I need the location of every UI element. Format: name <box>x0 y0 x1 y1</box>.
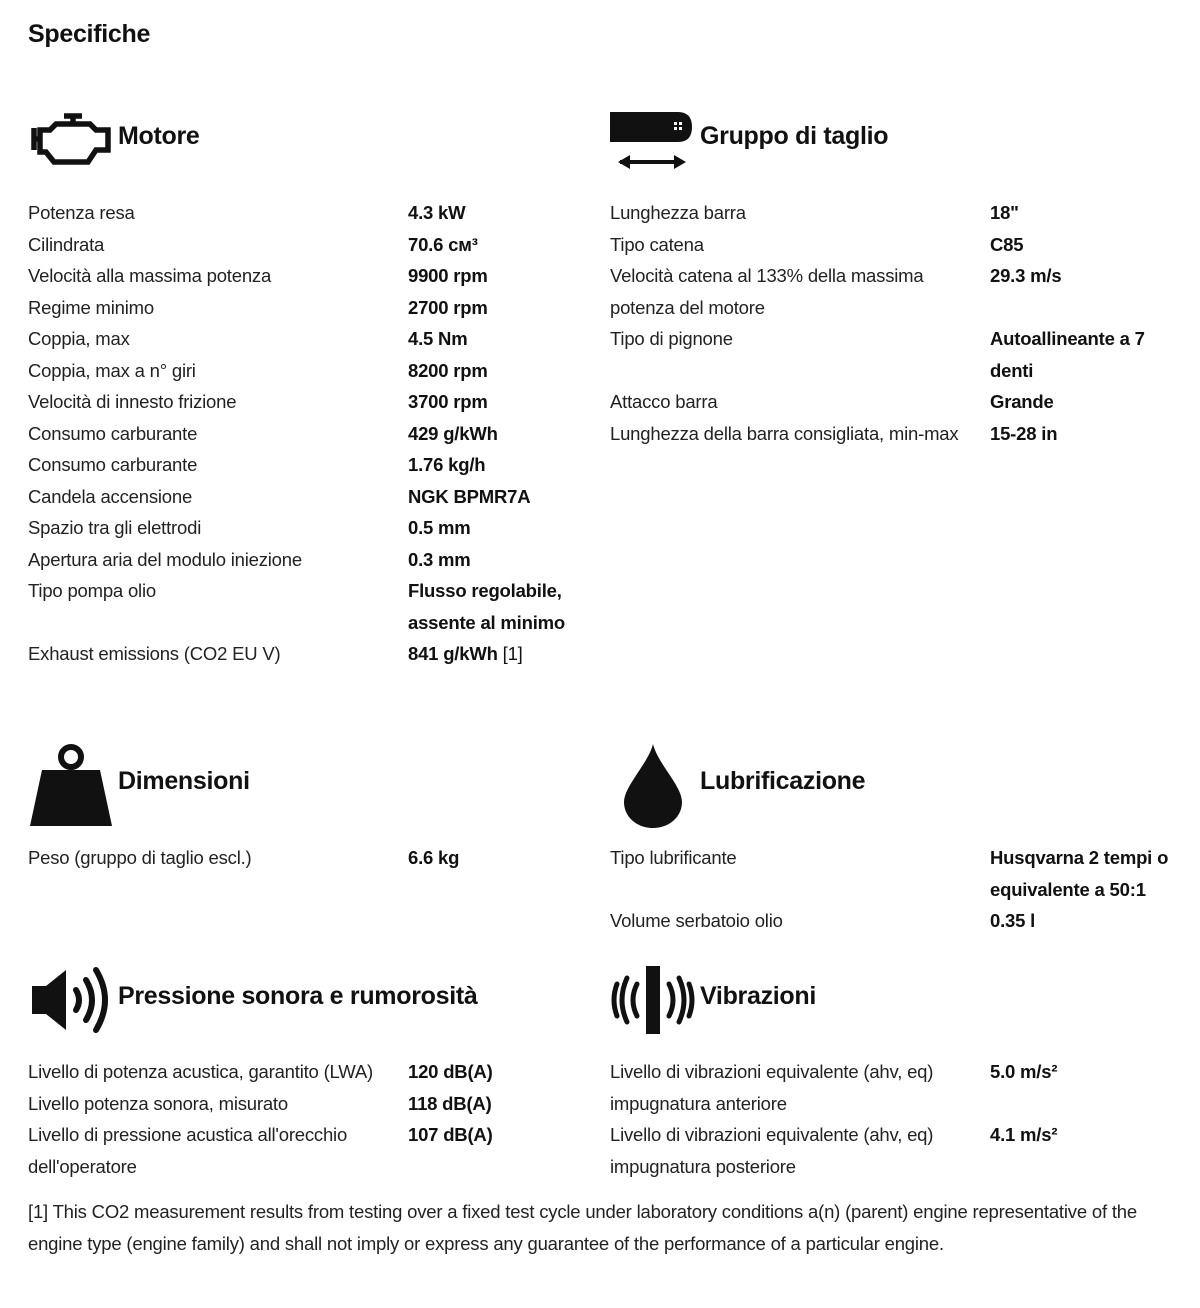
spec-label: Tipo pompa olio <box>28 580 156 601</box>
spec-label: Consumo carburante <box>28 454 198 475</box>
section-title: Motore <box>118 122 200 150</box>
spec-value-text: Autoallineante a 7 denti <box>990 328 1145 381</box>
spec-label: Exhaust emissions (CO2 EU V) <box>28 643 281 664</box>
spec-label: Livello di pressione acustica all'orecchio dell'operatore <box>28 1124 348 1177</box>
spec-row <box>28 1119 578 1182</box>
footnote-reference: [1] <box>502 643 523 664</box>
spec-value <box>408 449 578 481</box>
spec-row <box>28 575 578 638</box>
spec-value-text: 4.3 kW <box>408 202 466 223</box>
spec-row <box>28 842 578 874</box>
spec-label: Velocità catena al 133% della massima potenza del motore <box>610 265 924 318</box>
spec-value <box>990 418 1175 450</box>
spec-label: Volume serbatoio olio <box>610 910 783 931</box>
spec-value <box>408 1119 578 1151</box>
spec-value-text: NGK BPMR7A <box>408 485 531 507</box>
spec-row <box>610 842 1175 905</box>
section-title: Gruppo di taglio <box>700 122 889 150</box>
spec-value <box>990 323 1175 386</box>
section-header <box>610 962 1170 1062</box>
spec-value <box>990 386 1175 418</box>
spec-value-text: 841 g/kWh <box>408 643 498 664</box>
spec-value <box>408 355 578 387</box>
spec-label: Livello di vibrazioni equivalente (ahv, eq) impugnatura posteriore <box>610 1124 934 1177</box>
spec-list <box>28 842 578 874</box>
spec-row <box>28 1056 578 1088</box>
section-header <box>28 108 588 208</box>
engine-icon <box>28 108 118 170</box>
oil-drop-icon <box>610 742 700 830</box>
spec-label: Livello potenza sonora, misurato <box>28 1092 288 1114</box>
spec-row <box>28 292 578 324</box>
spec-label: Lunghezza della barra consigliata, min-max <box>610 422 959 444</box>
section-title: Vibrazioni <box>700 982 817 1010</box>
spec-value-text: 118 dB(A) <box>408 1092 492 1114</box>
spec-value <box>408 418 578 450</box>
spec-value-text: 5.0 m/s² <box>990 1061 1058 1082</box>
spec-value <box>408 575 578 638</box>
spec-value <box>408 323 578 355</box>
spec-label: Spazio tra gli elettrodi <box>28 517 202 538</box>
spec-value-text: 429 g/kWh <box>408 422 498 444</box>
spec-row <box>28 197 578 229</box>
spec-label: Cilindrata <box>28 233 105 255</box>
spec-value <box>408 544 578 576</box>
spec-label: Velocità di innesto frizione <box>28 391 237 412</box>
spec-value-text: 107 dB(A) <box>408 1124 493 1145</box>
spec-value-text: Grande <box>990 391 1054 412</box>
spec-value <box>990 229 1175 261</box>
spec-value <box>408 292 578 324</box>
spec-list <box>28 1056 578 1182</box>
spec-list <box>610 1056 1175 1182</box>
spec-value-text: 0.35 l <box>990 910 1036 931</box>
spec-value-text: 70.6 см³ <box>408 233 478 255</box>
spec-label: Livello di potenza acustica, garantito (LWA) <box>28 1061 373 1082</box>
spec-value <box>990 1119 1175 1151</box>
spec-label: Apertura aria del modulo iniezione <box>28 548 302 570</box>
spec-row <box>28 638 578 670</box>
spec-value <box>408 638 578 670</box>
spec-row <box>610 386 1175 418</box>
spec-label: Consumo carburante <box>28 422 198 444</box>
spec-list <box>610 197 1175 449</box>
spec-value <box>408 512 578 544</box>
section-header <box>28 962 588 1062</box>
spec-value-text: Flusso regolabile, assente al minimo <box>408 580 565 633</box>
spec-value-text: 29.3 m/s <box>990 265 1062 286</box>
spec-row <box>610 418 1175 450</box>
spec-row <box>28 512 578 544</box>
section-header <box>28 742 588 842</box>
spec-value <box>990 260 1175 292</box>
spec-label: Lunghezza barra <box>610 202 746 223</box>
spec-row <box>28 323 578 355</box>
spec-value <box>990 905 1175 937</box>
section-title: Lubrificazione <box>700 767 866 795</box>
spec-value <box>408 481 578 513</box>
spec-label: Peso (gruppo di taglio escl.) <box>28 847 252 868</box>
spec-label: Coppia, max <box>28 328 130 349</box>
spec-value <box>990 842 1175 905</box>
weight-icon <box>28 742 118 828</box>
spec-label: Tipo di pignone <box>610 328 733 349</box>
spec-row <box>610 260 1175 323</box>
spec-row <box>28 260 578 292</box>
spec-value-text: Husqvarna 2 tempi o equivalente a 50:1 <box>990 847 1169 900</box>
spec-label: Candela accensione <box>28 485 193 507</box>
spec-value-text: 0.3 mm <box>408 548 471 570</box>
spec-row <box>28 418 578 450</box>
spec-value <box>990 197 1175 229</box>
spec-value <box>990 1056 1175 1088</box>
spec-value-text: 0.5 mm <box>408 517 471 538</box>
vibration-icon <box>610 962 700 1038</box>
spec-label: Regime minimo <box>28 296 154 318</box>
spec-row <box>28 355 578 387</box>
speaker-icon <box>28 962 118 1038</box>
spec-value <box>408 229 578 261</box>
spec-value-text: 6.6 kg <box>408 847 460 868</box>
spec-value-text: C85 <box>990 233 1024 255</box>
spec-value <box>408 197 578 229</box>
spec-row <box>28 449 578 481</box>
spec-row <box>28 229 578 261</box>
spec-value <box>408 260 578 292</box>
spec-row <box>610 905 1175 937</box>
spec-label: Livello di vibrazioni equivalente (ahv, eq) impugnatura anteriore <box>610 1061 934 1114</box>
section-header <box>610 108 1170 208</box>
spec-label: Tipo catena <box>610 233 704 255</box>
section-header <box>610 742 1170 842</box>
section-title: Dimensioni <box>118 767 250 795</box>
spec-value-text: 1.76 kg/h <box>408 454 486 475</box>
spec-label: Velocità alla massima potenza <box>28 265 272 286</box>
spec-value <box>408 842 578 874</box>
spec-row <box>610 229 1175 261</box>
spec-row <box>610 1056 1175 1119</box>
spec-row <box>610 323 1175 386</box>
spec-value-text: 3700 rpm <box>408 391 488 412</box>
spec-row <box>28 481 578 513</box>
spec-label: Potenza resa <box>28 202 135 223</box>
spec-value-text: 8200 rpm <box>408 359 488 381</box>
spec-value-text: 15-28 in <box>990 422 1058 444</box>
spec-value-text: 4.5 Nm <box>408 328 468 349</box>
spec-label: Tipo lubrificante <box>610 847 737 868</box>
spec-value-text: 9900 rpm <box>408 265 488 286</box>
section-title: Pressione sonora e rumorosità <box>118 982 478 1010</box>
spec-value-text: 120 dB(A) <box>408 1061 493 1082</box>
spec-value-text: 4.1 m/s² <box>990 1124 1058 1145</box>
spec-label: Coppia, max a n° giri <box>28 359 196 381</box>
spec-list <box>28 197 578 670</box>
spec-row <box>610 1119 1175 1182</box>
spec-row <box>28 386 578 418</box>
spec-value <box>408 386 578 418</box>
spec-value <box>408 1056 578 1088</box>
footnote: [1] This CO2 measurement results from testing over a fixed test cycle under laboratory conditions a(n) (parent) engine representative of the engine type (engine family) and shall not imply or express any guarantee of the performance of a particular engine. <box>28 1201 1137 1254</box>
spec-value-text: 18" <box>990 202 1019 223</box>
spec-value <box>408 1088 578 1120</box>
spec-row <box>28 1088 578 1120</box>
page-title: Specifiche <box>28 20 151 48</box>
spec-row <box>610 197 1175 229</box>
spec-row <box>28 544 578 576</box>
spec-value-text: 2700 rpm <box>408 296 488 318</box>
spec-list <box>610 842 1175 937</box>
spec-label: Attacco barra <box>610 391 718 412</box>
chainsaw-bar-icon <box>610 110 700 172</box>
